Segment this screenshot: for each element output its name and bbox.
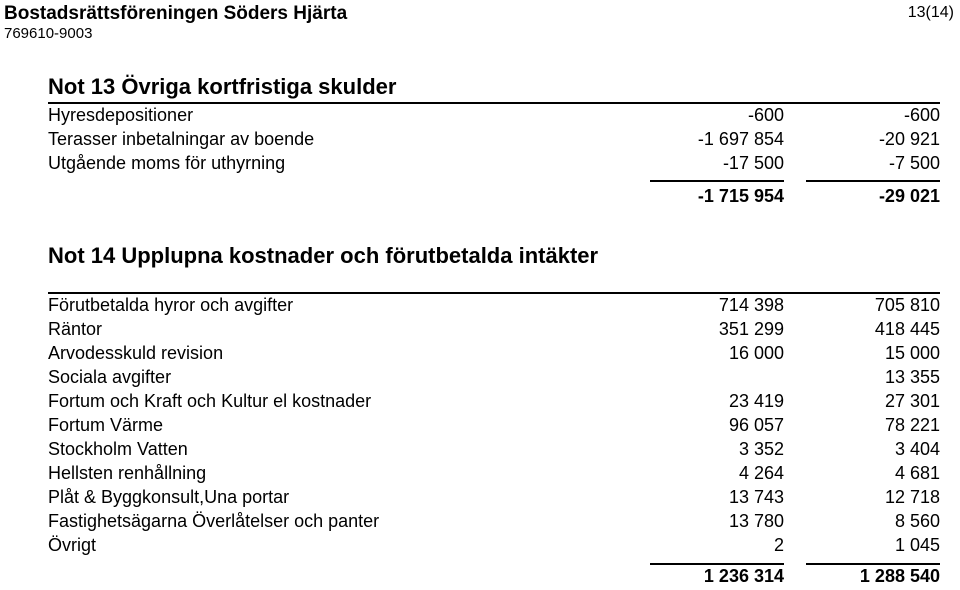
row-value-previous: 13 355	[884, 367, 940, 387]
row-value-current: 96 057	[728, 415, 784, 435]
note-14-title: Not 14 Upplupna kostnader och förutbetalda intäkter	[48, 243, 599, 268]
table-row	[48, 439, 940, 463]
table-row	[48, 319, 940, 343]
table-row	[48, 535, 940, 559]
row-label: Fastighetsägarna Överlåtelser och panter	[48, 511, 380, 531]
row-label: Stockholm Vatten	[48, 439, 188, 459]
note-13-total-row	[48, 186, 940, 210]
row-value-previous: 78 221	[884, 415, 940, 435]
row-value-current: 714 398	[718, 295, 784, 315]
table-row	[48, 415, 940, 439]
table-row	[48, 153, 940, 177]
organization-number: 769610-9003	[4, 25, 93, 42]
row-label: Räntor	[48, 319, 103, 339]
table-row	[48, 367, 940, 391]
table-row	[48, 129, 940, 153]
row-value-current: 3 352	[738, 439, 784, 459]
note-13-sum-rule-current	[650, 180, 784, 182]
note-13-title: Not 13 Övriga kortfristiga skulder	[48, 74, 397, 99]
table-row	[48, 391, 940, 415]
row-label: Sociala avgifter	[48, 367, 172, 387]
row-label: Hyresdepositioner	[48, 105, 194, 125]
row-value-current: -1 697 854	[697, 129, 784, 149]
row-value-previous: -20 921	[878, 129, 940, 149]
row-value-current: 13 743	[728, 487, 784, 507]
row-value-current: 13 780	[728, 511, 784, 531]
note-13-sum-rule-previous	[806, 180, 940, 182]
row-value-previous: 27 301	[884, 391, 940, 411]
row-value-previous: 4 681	[894, 463, 940, 483]
total-value-previous: -29 021	[878, 186, 940, 206]
row-label: Plåt & Byggkonsult,Una portar	[48, 487, 290, 507]
table-row	[48, 463, 940, 487]
row-label: Förutbetalda hyror och avgifter	[48, 295, 294, 315]
total-value-previous: 1 288 540	[859, 566, 940, 586]
row-label: Övrigt	[48, 535, 97, 555]
table-row	[48, 511, 940, 535]
row-value-previous: 418 445	[874, 319, 940, 339]
row-label: Hellsten renhållning	[48, 463, 207, 483]
row-label: Arvodesskuld revision	[48, 343, 224, 363]
row-value-previous: 3 404	[894, 439, 940, 459]
note-14-total-row	[48, 566, 940, 590]
row-value-previous: 1 045	[894, 535, 940, 555]
table-row	[48, 105, 940, 129]
total-value-current: 1 236 314	[703, 566, 784, 586]
row-value-previous: 8 560	[894, 511, 940, 531]
row-label: Fortum Värme	[48, 415, 164, 435]
row-value-current: 4 264	[738, 463, 784, 483]
note-14-title-rule	[48, 292, 940, 294]
row-value-previous: 15 000	[884, 343, 940, 363]
table-row	[48, 343, 940, 367]
row-value-current: 16 000	[728, 343, 784, 363]
total-value-current: -1 715 954	[697, 186, 784, 206]
note-13-title-rule	[48, 102, 940, 104]
row-value-current: 2	[773, 535, 784, 555]
row-value-current: 351 299	[718, 319, 784, 339]
row-label: Utgående moms för uthyrning	[48, 153, 286, 173]
row-value-current: -600	[747, 105, 784, 125]
row-value-previous: 705 810	[874, 295, 940, 315]
note-14-sum-rule-current	[650, 563, 784, 565]
row-value-current: -17 500	[722, 153, 784, 173]
row-value-previous: 12 718	[884, 487, 940, 507]
note-14-sum-rule-previous	[806, 563, 940, 565]
page-number: 13(14)	[907, 4, 954, 21]
row-label: Terasser inbetalningar av boende	[48, 129, 315, 149]
row-label: Fortum och Kraft och Kultur el kostnader	[48, 391, 372, 411]
table-row	[48, 487, 940, 511]
row-value-previous: -600	[903, 105, 940, 125]
organization-name: Bostadsrättsföreningen Söders Hjärta	[4, 3, 348, 24]
table-row	[48, 295, 940, 319]
row-value-previous: -7 500	[888, 153, 940, 173]
row-value-current: 23 419	[728, 391, 784, 411]
